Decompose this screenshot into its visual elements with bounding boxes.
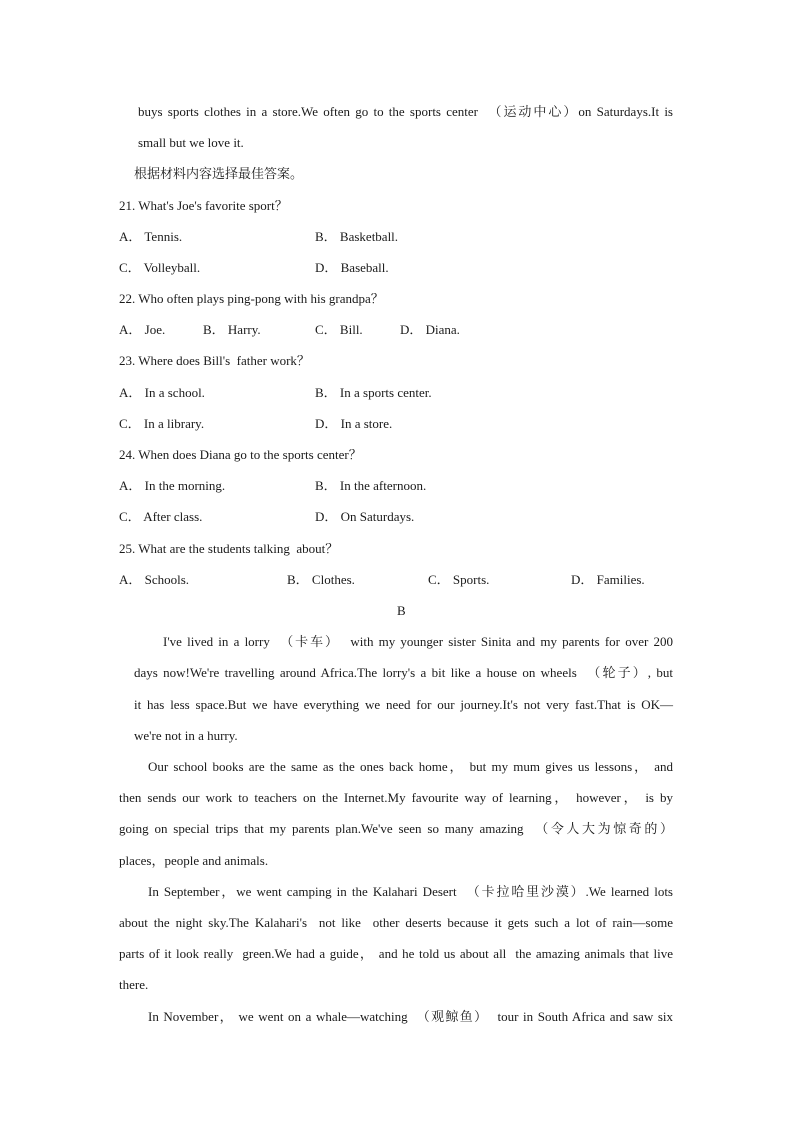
passage-b-line: we're not in a hurry.	[134, 728, 238, 743]
passage-b-line: there.	[119, 977, 149, 992]
passage-b-line: In November， we went on a whale—watching （观鲸鱼） tour in South Africa and saw six	[148, 1009, 673, 1024]
passage-a-line: buys sports clothes in a store.We often go to the sports center （运动中心）on Saturdays.It is	[138, 104, 673, 119]
answer-option[interactable]: B． Basketball.	[315, 229, 399, 244]
question-stem: 21. What's Joe's favorite sport？	[119, 198, 288, 213]
passage-b-line: it has less space.But we have everything we need for our journey.It's not very fast.That is OK—	[134, 697, 673, 712]
question-stem: 25. What are the students talking about？	[119, 541, 339, 556]
passage-b-line: Our school books are the same as the ones back home， but my mum gives us lessons， and	[148, 759, 673, 774]
passage-b-line: I've lived in a lorry （卡车） with my younger sister Sinita and my parents for over 200	[163, 634, 673, 649]
answer-option[interactable]: D． Families.	[571, 572, 645, 587]
answer-option[interactable]: B． In a sports center.	[315, 385, 432, 400]
answer-option[interactable]: D． On Saturdays.	[315, 509, 415, 524]
answer-option[interactable]: C． In a library.	[119, 416, 205, 431]
answer-option[interactable]: D． Baseball.	[315, 260, 389, 275]
answer-option[interactable]: C． After class.	[119, 509, 203, 524]
answer-option[interactable]: C． Bill.	[315, 322, 363, 337]
passage-b-line: places，people and animals.	[119, 853, 269, 868]
question-stem: 24. When does Diana go to the sports center？	[119, 447, 362, 462]
answer-option[interactable]: B． In the afternoon.	[315, 478, 427, 493]
instruction-text: 根据材料内容选择最佳答案。	[134, 166, 304, 181]
answer-option[interactable]: D． Diana.	[400, 322, 460, 337]
passage-b-line: going on special trips that my parents plan.We've seen so many amazing （令人大为惊奇的）	[119, 821, 673, 836]
answer-option[interactable]: D． In a store.	[315, 416, 393, 431]
answer-option[interactable]: B． Clothes.	[287, 572, 355, 587]
answer-option[interactable]: A． In a school.	[119, 385, 205, 400]
answer-option[interactable]: B． Harry.	[203, 322, 261, 337]
passage-b-line: then sends our work to teachers on the Internet.My favourite way of learning， however， is by	[119, 790, 673, 805]
answer-option[interactable]: A． Tennis.	[119, 229, 183, 244]
answer-option[interactable]: A． In the morning.	[119, 478, 226, 493]
question-stem: 23. Where does Bill's father work？	[119, 353, 310, 368]
answer-option[interactable]: A． Joe.	[119, 322, 166, 337]
passage-b-line: parts of it look really green.We had a guide， and he told us about all the amazing animals that live	[119, 946, 673, 961]
passage-b-line: In September，we went camping in the Kalahari Desert （卡拉哈里沙漠）.We learned lots	[148, 884, 673, 899]
answer-option[interactable]: A． Schools.	[119, 572, 190, 587]
answer-option[interactable]: C． Sports.	[428, 572, 490, 587]
section-heading: B	[397, 603, 406, 618]
passage-b-line: days now!We're travelling around Africa.The lorry's a bit like a house on wheels （轮子）, but	[134, 665, 673, 680]
answer-option[interactable]: C． Volleyball.	[119, 260, 201, 275]
passage-b-line: about the night sky.The Kalahari's not like other deserts because it gets such a lot of rain—some	[119, 915, 673, 930]
passage-a-line: small but we love it.	[138, 135, 244, 150]
question-stem: 22. Who often plays ping-pong with his grandpa？	[119, 291, 384, 306]
